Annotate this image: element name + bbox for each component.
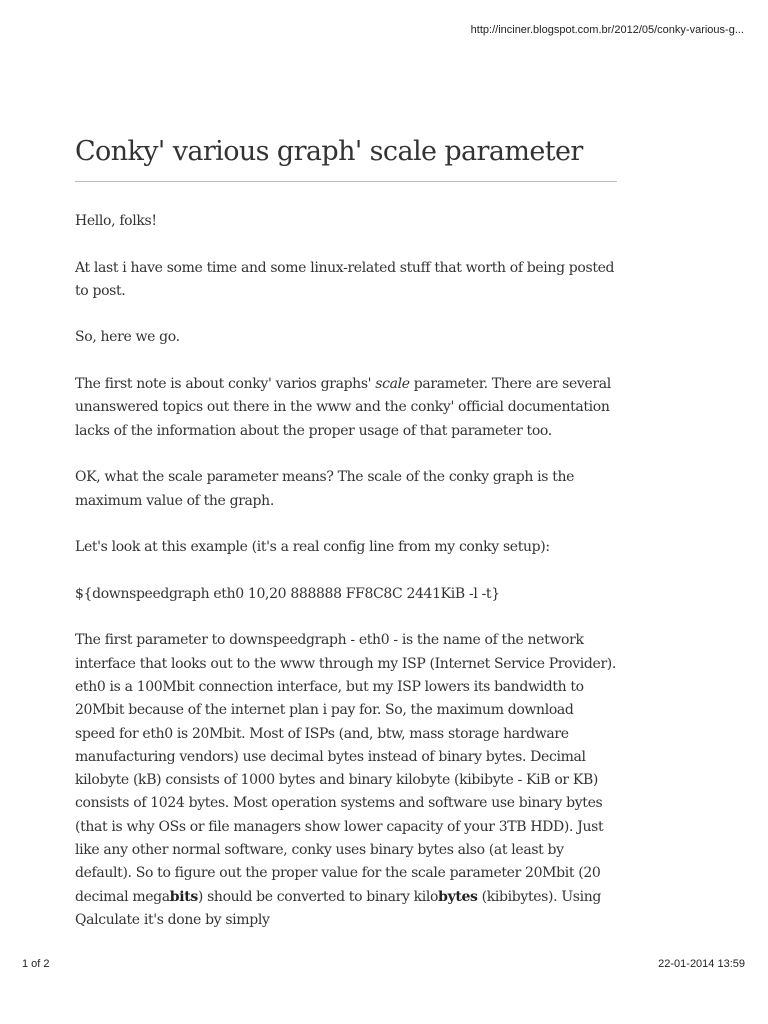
text-run: parameter. There are several unanswered topics out there in the www and the conky' official documentation lacks of the information about the proper usage of that parameter too. [75,376,611,439]
emphasis-scale: scale [375,376,410,393]
text-run: ) should be converted to binary kilo [197,888,439,905]
article-title: Conky' various graph' scale parameter [75,136,583,167]
paragraph-greeting: Hello, folks! [75,213,157,229]
paragraph-example-intro: Let's look at this example (it's a real config line from my conky setup): [75,539,550,556]
text-run: The first note is about conky' varios graphs' [75,376,376,393]
paragraph-scale-meaning: OK, what the scale parameter means? The scale of the conky graph is the maximum value of the graph. [75,469,575,509]
text-run: (kibibytes). Using Qalculate it's done by simply [75,888,602,928]
source-url: http://inciner.blogspot.com.br/2012/05/conky-various-g... [470,24,744,36]
text-run: The first parameter to downspeedgraph - eth0 - is the name of the network interface that looks out to the www through my ISP (Internet Service Provider). eth0 is a 100Mbit connection interface, but my ISP lowers its bandwidth to 20Mbit because of the internet plan i pay for. So, the maximum download speed for eth0 is 20Mbit. Most of ISPs (and, btw, mass storage hardware manufacturing vendors) use decimal bytes instead of binary bytes. Decimal kilobyte (kB) consists of 1000 bytes and binary kilobyte (kibibyte - KiB or KB) consists of 1024 bytes. Most operation systems and software use binary bytes (that is why OSs or file managers show lower capacity of your 3TB HDD). Just like any other normal software, conky uses binary bytes also (at least by default). So to figure out the proper value for the scale parameter 20Mbit (20 decimal mega [75,632,617,905]
config-line: ${downspeedgraph eth0 10,20 888888 FF8C8C 2441KiB -l -t} [75,585,500,602]
paragraph-intro: At last i have some time and some linux-related stuff that worth of being posted to post. [75,259,615,299]
paragraph-first-note [75,373,617,443]
bold-bytes: bytes [438,888,478,905]
paragraph-explanation [75,629,617,932]
bold-bits: bits [169,888,198,905]
page-number: 1 of 2 [22,958,50,970]
article [75,128,617,956]
article-body [75,210,617,932]
title-divider [75,181,617,182]
print-datetime: 22-01-2014 13:59 [658,958,745,970]
paragraph-here-we-go: So, here we go. [75,329,180,346]
